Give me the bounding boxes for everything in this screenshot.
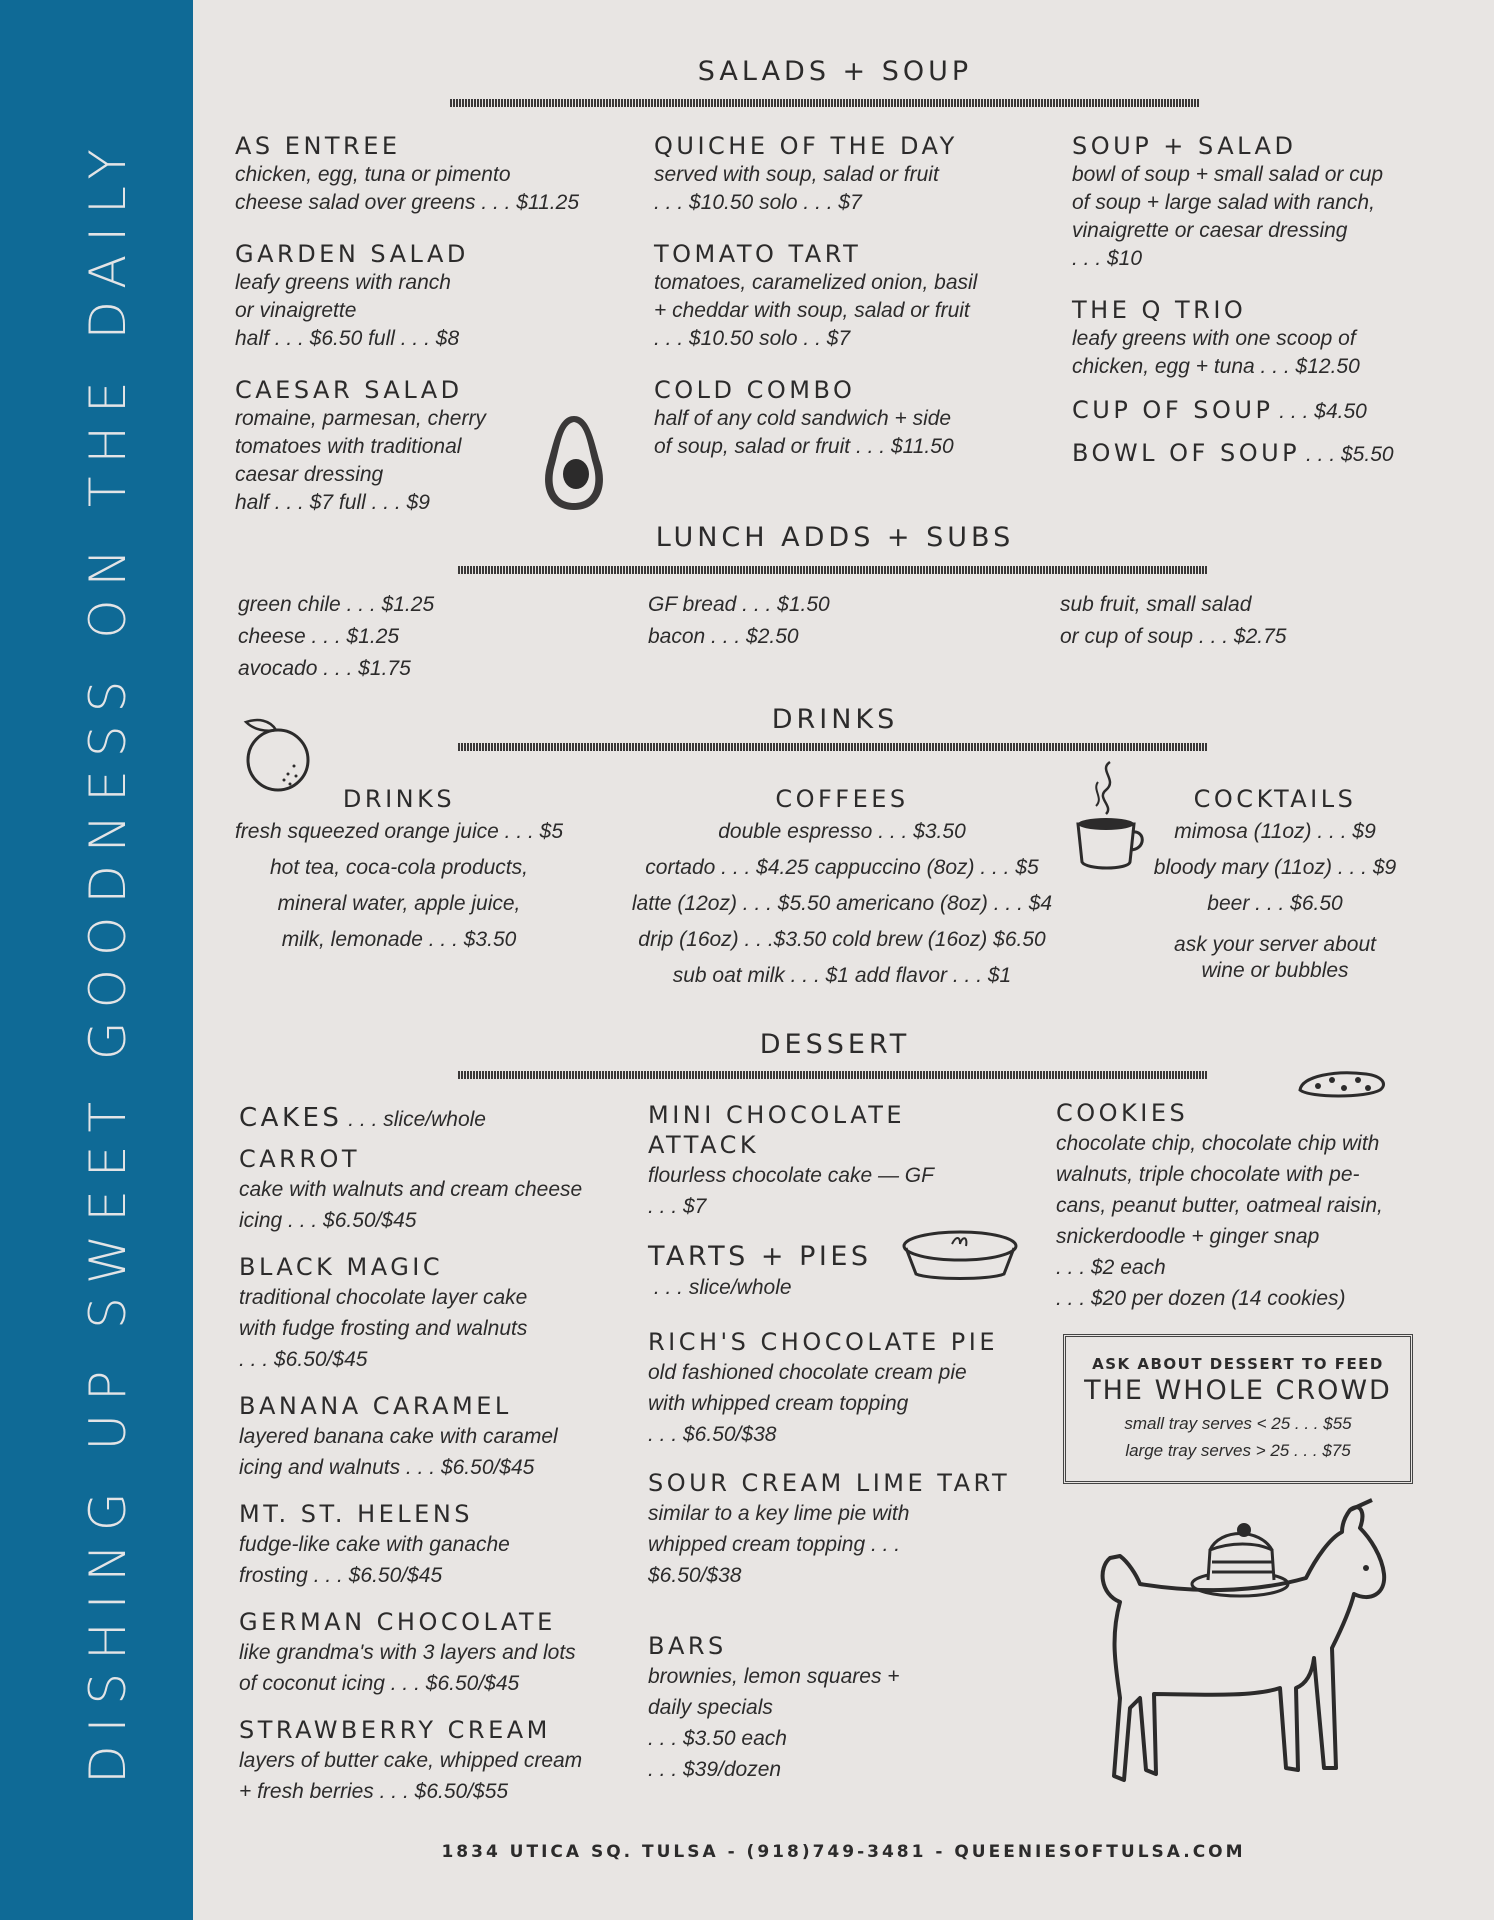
item-name: GERMAN CHOCOLATE [239,1608,556,1636]
section-title-drinks: DRINKS [771,704,899,735]
item-name: CAESAR SALAD [235,376,463,404]
menu-item [1072,131,1482,273]
item-name: BANANA CARAMEL [239,1392,512,1420]
sidebar-tagline: DISHING UP SWEET GOODNESS ON THE DAILY [79,136,137,1784]
sidebar-band [0,0,193,1920]
item-name: SOUP + SALAD [1072,132,1297,160]
menu-item [648,1631,1048,1785]
item-name: TARTS + PIES [648,1241,872,1272]
item-name: COLD COMBO [654,376,856,404]
cookies-column [1056,1098,1456,1314]
item-desc: chicken, egg, tuna or pimento cheese salad over greens . . . $11.25 [235,163,579,214]
coffees-column [590,784,1094,994]
pies-column [648,1100,1048,1785]
coffees-list: double espresso . . . $3.50 cortado . . . $4.25 cappuccino (8oz) . . . $5 latte (12oz) . . . $5.50 americano (8oz) . . . $4 drip (16oz) . . .$3.50 cold brew (16oz) $6.50 sub oat milk . . . $1 add flavor . . . $1 [631,820,1053,987]
item-desc: leafy greens with ranch or vinaigrette half . . . $6.50 full . . . $8 [235,271,460,350]
item-desc: cake with walnuts and cream cheese icing . . . $6.50/$45 [239,1178,583,1232]
cakes-column [239,1103,649,1807]
menu-item [654,131,1054,217]
item-desc: like grandma's with 3 layers and lots of coconut icing . . . $6.50/$45 [239,1641,576,1695]
item-name: SOUR CREAM LIME TART [648,1469,1011,1497]
item-desc: similar to a key lime pie with whipped cream topping . . . $6.50/$38 [648,1502,910,1587]
item-desc: . . . slice/whole [648,1276,792,1299]
item-desc: old fashioned chocolate cream pie with whipped cream topping . . . $6.50/$38 [648,1361,967,1446]
item-desc: traditional chocolate layer cake with fudge frosting and walnuts . . . $6.50/$45 [239,1286,528,1371]
item-name: BARS [648,1632,727,1660]
crowd-line-2: THE WHOLE CROWD [1084,1375,1392,1406]
whole-crowd-box [1063,1334,1413,1484]
cookie-illustration [1296,1068,1388,1100]
item-desc: romaine, parmesan, cherry tomatoes with traditional caesar dressing half . . . $7 full . . . $9 [235,407,486,514]
item-price: . . . $4.50 [1273,400,1367,423]
item-desc: fudge-like cake with ganache frosting . . . $6.50/$45 [239,1533,510,1587]
item-name: THE Q TRIO [1072,296,1247,324]
goat-illustration [1080,1498,1400,1798]
item-desc: leafy greens with one scoop of chicken, egg + tuna . . . $12.50 [1072,327,1360,378]
menu-item [235,131,635,217]
cocktails-list: mimosa (11oz) . . . $9 bloody mary (11oz) . . . $9 beer . . . $6.50 [1153,820,1397,915]
item-name: AS ENTREE [235,132,401,160]
section-rule [458,743,1208,751]
cakes-suffix: . . . slice/whole [342,1108,486,1131]
crowd-line-3: small tray serves < 25 . . . $55 [1124,1414,1352,1433]
item-name: BOWL OF SOUP [1072,439,1301,467]
salads-column-3 [1072,131,1482,469]
item-name: MINI CHOCOLATE ATTACK [648,1101,906,1159]
item-name: CARROT [239,1145,361,1173]
cakes-heading: CAKES [239,1103,343,1133]
crowd-line-4: large tray serves > 25 . . . $75 [1125,1441,1351,1460]
item-desc: chocolate chip, chocolate chip with walnuts, triple chocolate with pe- cans, peanut butter, oatmeal raisin, snickerdoodle + ginger snap . . . $2 each . . . $20 per dozen (14 cookies) [1056,1132,1383,1310]
cocktails-note: ask your server about wine or bubbles [1174,933,1376,982]
item-desc: flourless chocolate cake — GF . . . $7 [648,1164,934,1218]
item-desc: layers of butter cake, whipped cream + fresh berries . . . $6.50/$55 [239,1749,583,1803]
coffees-heading: COFFEES [775,785,909,813]
menu-item [239,1607,649,1699]
item-desc: layered banana cake with caramel icing and walnuts . . . $6.50/$45 [239,1425,558,1479]
item-name: RICH'S CHOCOLATE PIE [648,1328,999,1356]
adds-column-3: sub fruit, small salad or cup of soup . . . $2.75 [1060,593,1287,648]
item-desc: tomatoes, caramelized onion, basil + cheddar with soup, salad or fruit . . . $10.50 solo . . $7 [654,271,978,350]
item-name: QUICHE OF THE DAY [654,132,958,160]
salads-column-2 [654,131,1054,461]
cocktails-heading: COCKTAILS [1193,785,1357,813]
menu-item [235,239,635,353]
adds-column-2: GF bread . . . $1.50 bacon . . . $2.50 [648,593,830,648]
item-desc: served with soup, salad or fruit . . . $10.50 solo . . . $7 [654,163,939,214]
menu-item [239,1391,649,1483]
section-rule [458,566,1208,574]
item-desc: bowl of soup + small salad or cup of soup + large salad with ranch, vinaigrette or caesar dressing . . . $10 [1072,163,1384,270]
menu-item [239,1499,649,1591]
item-desc: brownies, lemon squares + daily specials . . . $3.50 each . . . $39/dozen [648,1665,900,1781]
item-name: COOKIES [1056,1099,1189,1127]
menu-item [648,1100,1048,1222]
cocktails-column [1130,784,1420,984]
menu-item [239,1144,649,1236]
crowd-line-1: ASK ABOUT DESSERT TO FEED [1092,1355,1384,1373]
section-rule [458,1071,1208,1079]
item-name: CUP OF SOUP [1072,396,1274,424]
footer-contact: 1834 UTICA SQ. TULSA - (918)749-3481 - QUEENIESOFTULSA.COM [441,1842,1246,1862]
item-name: MT. ST. HELENS [239,1500,474,1528]
menu-item [654,375,1054,461]
menu-item [654,239,1054,353]
menu-item-cup-of-soup [1072,395,1482,426]
drinks-heading: DRINKS [342,785,456,813]
item-desc: half of any cold sandwich + side of soup, salad or fruit . . . $11.50 [654,407,954,458]
item-name: STRAWBERRY CREAM [239,1716,551,1744]
section-title-dessert: DESSERT [759,1029,911,1060]
drinks-column [222,784,576,958]
item-name: GARDEN SALAD [235,240,469,268]
adds-column-1: green chile . . . $1.25 cheese . . . $1.25 avocado . . . $1.75 [238,593,435,680]
menu-item [1072,295,1482,381]
menu-item [648,1327,1048,1450]
cakes-heading-row [239,1103,649,1134]
menu-item-bowl-of-soup [1072,438,1482,469]
drinks-list: fresh squeezed orange juice . . . $5 hot tea, coca-cola products, mineral water, apple juice, milk, lemonade . . . $3.50 [234,820,564,951]
menu-item [648,1468,1048,1591]
section-title-salads: SALADS + SOUP [697,56,973,87]
menu-item [239,1252,649,1375]
section-rule [450,99,1200,107]
item-price: . . . $5.50 [1300,443,1394,466]
menu-item [239,1715,649,1807]
pie-illustration [900,1228,1020,1282]
section-title-adds: LUNCH ADDS + SUBS [655,522,1015,553]
item-name: BLACK MAGIC [239,1253,444,1281]
item-name: TOMATO TART [654,240,862,268]
avocado-illustration [538,412,610,514]
